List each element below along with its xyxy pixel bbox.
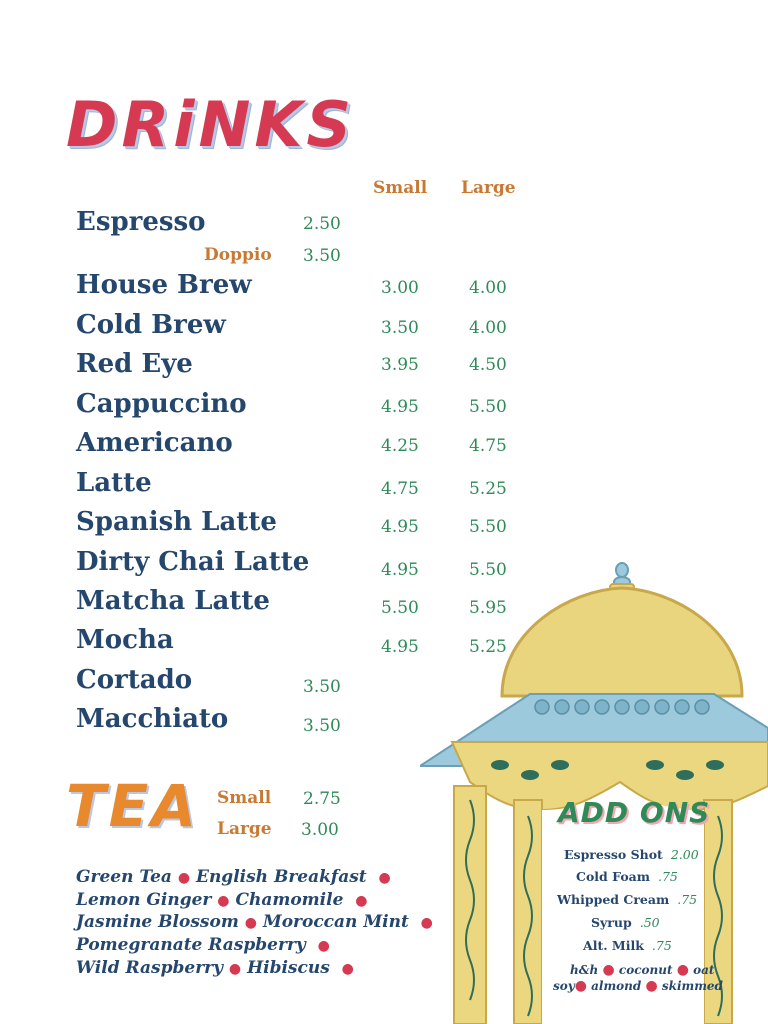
drink-name: Cortado	[76, 665, 193, 695]
tea-name: Lemon Ginger	[76, 890, 212, 910]
addon-item	[576, 869, 678, 884]
tea-list-line	[76, 867, 391, 887]
drink-price-small: 3.50	[303, 716, 341, 736]
tea-name: Jasmine Blossom	[76, 912, 239, 932]
drink-price-small: 4.95	[381, 637, 419, 657]
bullet-dot: ●	[341, 961, 354, 977]
tea-list-line	[76, 890, 367, 910]
drink-name: Mocha	[76, 625, 174, 655]
drink-price-small: 4.25	[381, 436, 419, 456]
drink-price-small: 4.95	[381, 517, 419, 537]
drink-price-small: 3.50	[303, 677, 341, 697]
drink-price-large: 5.50	[469, 560, 507, 580]
tea-name: Pomegranate Raspberry	[76, 935, 306, 955]
drink-price-large: 5.50	[469, 397, 507, 417]
addons-title: ADD ONS	[558, 796, 711, 829]
addon-price: .75	[651, 938, 672, 953]
tea-name: English Breakfast	[195, 867, 367, 887]
gazebo-illustration	[420, 560, 768, 1024]
bullet-dot: ●	[420, 915, 433, 931]
milk-options-line	[570, 962, 714, 978]
tea-name: Moroccan Mint	[262, 912, 409, 932]
drink-name: Cold Brew	[76, 310, 226, 340]
addon-item	[557, 892, 697, 907]
size-header-small: Small	[373, 178, 428, 198]
tea-list-line	[76, 935, 330, 955]
drink-name: Matcha Latte	[76, 586, 270, 616]
drink-price-small: 4.95	[381, 397, 419, 417]
tea-name: Wild Raspberry	[76, 958, 223, 978]
drink-name: Cappuccino	[76, 389, 247, 419]
drink-name: Macchiato	[76, 704, 229, 734]
bullet-dot: ●	[317, 938, 330, 954]
milk-option: skimmed	[661, 979, 723, 993]
drink-price-small: 3.00	[381, 278, 419, 298]
doppio-price: 3.50	[303, 246, 341, 266]
tea-name: Hibiscus	[247, 958, 330, 978]
drink-name: Latte	[76, 468, 152, 498]
bullet-dot: ●	[228, 961, 242, 977]
bullet-dot: ●	[177, 870, 191, 886]
drink-price-small: 5.50	[381, 598, 419, 618]
drink-price-large: 5.25	[469, 479, 507, 499]
drink-price-small: 3.50	[381, 318, 419, 338]
milk-option: oat	[693, 963, 715, 977]
tea-list-line	[76, 912, 433, 932]
addon-name: Cold Foam	[576, 869, 650, 884]
milk-options-line	[553, 978, 723, 994]
bullet-dot: ●	[602, 962, 615, 978]
drink-price-large: 4.00	[469, 278, 507, 298]
addon-name: Whipped Cream	[557, 892, 670, 907]
addon-name: Espresso Shot	[564, 847, 663, 862]
drink-price-large: 5.50	[469, 517, 507, 537]
milk-option: h&h	[570, 963, 599, 977]
milk-option: almond	[591, 979, 642, 993]
tea-name: Green Tea	[76, 867, 172, 887]
drink-price-small: 3.95	[381, 355, 419, 375]
tea-small-price: 2.75	[303, 789, 341, 809]
milk-option: soy	[553, 979, 575, 993]
drink-name: Dirty Chai Latte	[76, 547, 310, 577]
tea-name: Chamomile	[235, 890, 344, 910]
drink-name: House Brew	[76, 270, 252, 300]
drink-price-large: 5.25	[469, 637, 507, 657]
tea-large-price: 3.00	[301, 820, 339, 840]
tea-title: TEA	[66, 772, 200, 840]
bullet-dot: ●	[645, 978, 658, 994]
drink-price-large: 5.95	[469, 598, 507, 618]
drink-name: Espresso	[76, 207, 206, 237]
addon-item	[591, 915, 660, 930]
addon-name: Syrup	[591, 915, 632, 930]
bullet-dot: ●	[244, 915, 257, 931]
addon-price: .75	[677, 892, 698, 907]
bullet-dot: ●	[378, 870, 391, 886]
tea-small-label: Small	[217, 788, 272, 808]
addon-price: .50	[639, 915, 660, 930]
addon-name: Alt. Milk	[583, 938, 644, 953]
bullet-dot: ●	[676, 962, 689, 978]
addon-item	[564, 847, 699, 862]
drink-price-small: 2.50	[303, 214, 341, 234]
drink-name: Spanish Latte	[76, 507, 277, 537]
addon-item	[583, 938, 672, 953]
addon-price: 2.00	[670, 847, 699, 862]
drink-name: Americano	[76, 428, 233, 458]
doppio-label: Doppio	[204, 245, 272, 265]
tea-large-label: Large	[217, 819, 272, 839]
drink-price-large: 4.00	[469, 318, 507, 338]
drink-price-large: 4.75	[469, 436, 507, 456]
bullet-dot: ●	[355, 893, 368, 909]
drink-price-small: 4.95	[381, 560, 419, 580]
addon-price: .75	[657, 869, 678, 884]
drink-name: Red Eye	[76, 349, 193, 379]
bullet-dot: ●	[574, 978, 587, 994]
tea-list-line	[76, 958, 354, 978]
size-header-large: Large	[461, 178, 516, 198]
milk-option: coconut	[618, 963, 673, 977]
drink-price-small: 4.75	[381, 479, 419, 499]
drinks-title: DRiNKS	[66, 88, 356, 161]
drink-price-large: 4.50	[469, 355, 507, 375]
bullet-dot: ●	[217, 893, 230, 909]
